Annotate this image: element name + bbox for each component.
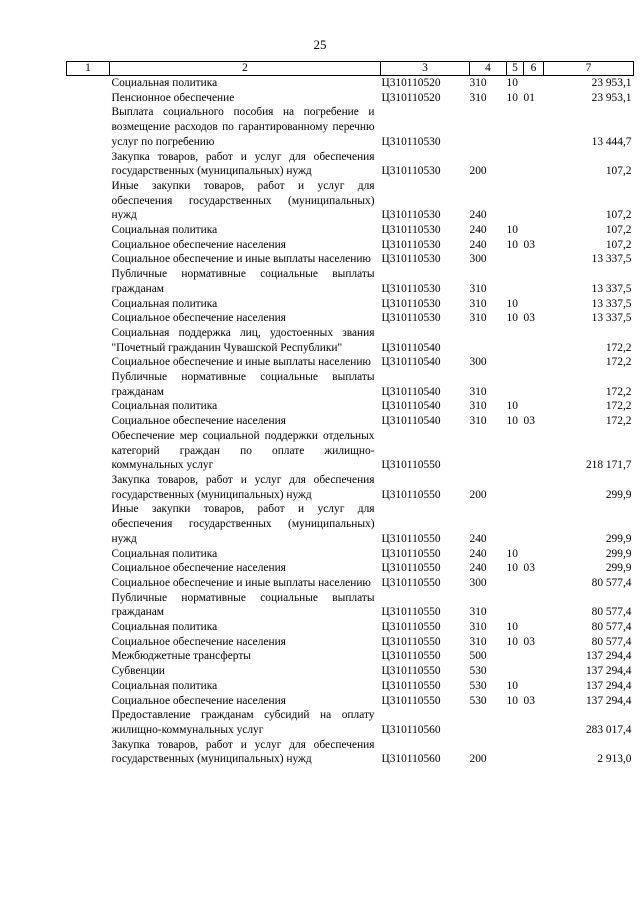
target-code: Ц310110540: [381, 385, 441, 398]
section-code: [507, 664, 524, 679]
section-code: [507, 150, 524, 179]
subsection-code: [524, 297, 544, 312]
empty-cell: [67, 591, 110, 620]
column-header: 4: [470, 62, 507, 76]
amount: 107,2: [605, 165, 632, 178]
item-name: Социальное обеспечение и иные выплаты населению: [111, 356, 371, 369]
subsection-code: 03: [523, 238, 535, 251]
item-name: Иные закупки товаров, работ и услуг для обеспечения государственных (муниципальных) нужд: [111, 179, 375, 222]
item-name: Социальное обеспечение населения: [111, 415, 286, 428]
empty-cell: [67, 326, 110, 355]
expense-type-code: 530: [469, 665, 487, 678]
item-name: Межбюджетные трансферты: [111, 650, 251, 663]
section-code: [507, 502, 524, 546]
table-row: [67, 105, 634, 149]
table-row: [67, 252, 634, 267]
table-row: [67, 649, 634, 664]
empty-cell: [67, 649, 110, 664]
table-header-row: [67, 62, 634, 76]
empty-cell: [67, 297, 110, 312]
item-name: Социальное обеспечение населения: [111, 238, 286, 251]
amount: 13 337,5: [591, 297, 632, 310]
target-code: Ц310110550: [381, 547, 441, 560]
expense-type-code: [470, 326, 507, 355]
amount: 80 577,4: [591, 576, 632, 589]
expense-type-code: 240: [469, 547, 487, 560]
item-name: Предоставление гражданам субсидий на оплату жилищно-коммунальных услуг: [111, 709, 375, 736]
column-header: 7: [544, 62, 634, 76]
amount: 137 294,4: [585, 665, 632, 678]
target-code: Ц310110550: [381, 679, 441, 692]
expense-type-code: 310: [469, 415, 487, 428]
expense-type-code: 200: [469, 165, 487, 178]
section-code: [507, 576, 524, 591]
subsection-code: [524, 355, 544, 370]
table-row: [67, 664, 634, 679]
target-code: Ц310110540: [381, 341, 441, 354]
expense-type-code: 530: [469, 679, 487, 692]
item-name: Социальная поддержка лиц, удостоенных звания "Почетный гражданин Чувашской Республики": [111, 326, 375, 354]
expense-type-code: 310: [469, 77, 487, 89]
amount: 23 953,1: [591, 77, 632, 89]
empty-cell: [67, 179, 110, 223]
table-row: [67, 620, 634, 635]
empty-cell: [67, 576, 110, 591]
amount: 299,9: [605, 488, 632, 501]
item-name: Социальная политика: [111, 77, 218, 89]
empty-cell: [67, 429, 110, 473]
table-row: [67, 591, 634, 620]
section-code: [507, 179, 524, 223]
subsection-code: [524, 76, 544, 91]
expense-type-code: 310: [469, 91, 487, 104]
item-name: Публичные нормативные социальные выплаты гражданам: [111, 591, 375, 619]
section-code: 10: [506, 400, 518, 413]
table-row: [67, 547, 634, 562]
amount: 107,2: [605, 224, 632, 237]
empty-cell: [67, 502, 110, 546]
section-code: [507, 649, 524, 664]
amount: 13 337,5: [591, 253, 632, 266]
section-code: 10: [506, 635, 518, 648]
empty-cell: [67, 561, 110, 576]
expense-type-code: 310: [469, 282, 487, 295]
empty-cell: [67, 267, 110, 296]
empty-cell: [67, 370, 110, 399]
empty-cell: [67, 311, 110, 326]
target-code: Ц310110550: [381, 650, 441, 663]
table-row: [67, 694, 634, 709]
target-code: Ц310110560: [381, 753, 441, 766]
expense-type-code: 240: [469, 532, 487, 545]
table-row: [67, 414, 634, 429]
table-row: [67, 355, 634, 370]
table-row: [67, 502, 634, 546]
table-row: [67, 635, 634, 650]
section-code: [507, 708, 524, 737]
subsection-code: [524, 223, 544, 238]
expense-type-code: 310: [469, 621, 487, 634]
empty-cell: [67, 105, 110, 149]
subsection-code: [524, 502, 544, 546]
target-code: Ц310110550: [381, 562, 441, 575]
target-code: Ц310110540: [381, 356, 441, 369]
table-row: [67, 738, 634, 767]
target-code: Ц310110550: [381, 635, 441, 648]
empty-cell: [67, 694, 110, 709]
empty-cell: [67, 355, 110, 370]
expense-type-code: [470, 105, 507, 149]
item-name: Социальная политика: [111, 679, 218, 692]
item-name: Социальная политика: [111, 621, 218, 634]
section-code: 10: [506, 312, 518, 325]
target-code: Ц310110550: [381, 606, 441, 619]
section-code: 10: [506, 297, 518, 310]
target-code: Ц310110530: [381, 135, 441, 148]
table-row: [67, 399, 634, 414]
amount: 137 294,4: [585, 650, 632, 663]
expense-type-code: 310: [469, 297, 487, 310]
section-code: 10: [506, 238, 518, 251]
target-code: Ц310110550: [381, 694, 441, 707]
subsection-code: [524, 649, 544, 664]
item-name: Социальная политика: [111, 400, 218, 413]
item-name: Социальное обеспечение населения: [111, 312, 286, 325]
table-row: [67, 267, 634, 296]
table-body: [67, 76, 634, 768]
expense-type-code: 500: [469, 650, 487, 663]
empty-cell: [67, 679, 110, 694]
expense-type-code: 300: [469, 356, 487, 369]
amount: 137 294,4: [585, 694, 632, 707]
expense-type-code: 310: [469, 400, 487, 413]
subsection-code: 03: [523, 415, 535, 428]
item-name: Закупка товаров, работ и услуг для обеспечения государственных (муниципальных) нужд: [111, 738, 375, 766]
amount: 80 577,4: [591, 606, 632, 619]
subsection-code: [524, 738, 544, 767]
amount: 299,9: [605, 562, 632, 575]
expense-type-code: [470, 708, 507, 737]
item-name: Публичные нормативные социальные выплаты гражданам: [111, 268, 375, 295]
item-name: Социальная политика: [111, 547, 218, 560]
subsection-code: [524, 429, 544, 473]
section-code: [507, 429, 524, 473]
amount: 2 913,0: [597, 753, 632, 766]
target-code: Ц310110550: [381, 459, 441, 472]
section-code: 10: [506, 91, 518, 104]
subsection-code: [524, 576, 544, 591]
subsection-code: [524, 252, 544, 267]
item-name: Социальное обеспечение населения: [111, 635, 286, 648]
amount: 13 337,5: [591, 282, 632, 295]
column-header: 3: [381, 62, 470, 76]
subsection-code: [524, 326, 544, 355]
target-code: Ц310110530: [381, 297, 441, 310]
table-row: [67, 238, 634, 253]
target-code: Ц310110530: [381, 253, 441, 266]
subsection-code: [524, 620, 544, 635]
target-code: Ц310110530: [381, 282, 441, 295]
amount: 299,9: [605, 532, 632, 545]
item-name: Социальное обеспечение населения: [111, 562, 286, 575]
target-code: Ц310110520: [381, 91, 441, 104]
empty-cell: [67, 738, 110, 767]
expense-type-code: 530: [469, 694, 487, 707]
expense-type-code: 240: [469, 562, 487, 575]
item-name: Социальная политика: [111, 224, 218, 237]
subsection-code: [524, 370, 544, 399]
expense-type-code: 310: [469, 606, 487, 619]
section-code: [507, 105, 524, 149]
subsection-code: [524, 473, 544, 502]
section-code: [507, 326, 524, 355]
table-row: [67, 326, 634, 355]
amount: 80 577,4: [591, 635, 632, 648]
empty-cell: [67, 76, 110, 91]
subsection-code: [524, 679, 544, 694]
amount: 80 577,4: [591, 621, 632, 634]
target-code: Ц310110530: [381, 238, 441, 251]
amount: 172,2: [605, 341, 632, 354]
item-name: Социальное обеспечение и иные выплаты населению: [111, 253, 371, 266]
target-code: Ц310110530: [381, 312, 441, 325]
section-code: [507, 473, 524, 502]
table-row: [67, 150, 634, 179]
section-code: [507, 591, 524, 620]
subsection-code: [524, 664, 544, 679]
target-code: Ц310110530: [381, 165, 441, 178]
subsection-code: [524, 708, 544, 737]
amount: 107,2: [605, 209, 632, 222]
item-name: Обеспечение мер социальной поддержки отдельных категорий граждан по оплате жилищно-коммунальных услуг: [111, 429, 375, 472]
section-code: 10: [506, 415, 518, 428]
item-name: Пенсионное обеспечение: [111, 91, 235, 104]
subsection-code: 03: [523, 312, 535, 325]
empty-cell: [67, 414, 110, 429]
empty-cell: [67, 664, 110, 679]
target-code: Ц310110550: [381, 621, 441, 634]
subsection-code: 03: [523, 562, 535, 575]
subsection-code: 03: [523, 635, 535, 648]
subsection-code: [524, 547, 544, 562]
section-code: [507, 252, 524, 267]
table-row: [67, 708, 634, 737]
expense-type-code: 200: [469, 488, 487, 501]
expense-type-code: 240: [469, 238, 487, 251]
table-row: [67, 91, 634, 106]
amount: 137 294,4: [585, 679, 632, 692]
column-header: 1: [67, 62, 110, 76]
amount: 107,2: [605, 238, 632, 251]
item-name: Закупка товаров, работ и услуг для обеспечения государственных (муниципальных) нужд: [111, 473, 375, 501]
table-row: [67, 297, 634, 312]
section-code: 10: [506, 224, 518, 237]
expense-type-code: 310: [469, 312, 487, 325]
amount: 13 444,7: [591, 135, 632, 148]
amount: 283 017,4: [585, 723, 632, 736]
subsection-code: 03: [523, 694, 535, 707]
section-code: [507, 267, 524, 296]
expense-type-code: 310: [469, 635, 487, 648]
item-name: Закупка товаров, работ и услуг для обеспечения государственных (муниципальных) нужд: [111, 150, 375, 178]
amount: 172,2: [605, 385, 632, 398]
expense-type-code: 300: [469, 576, 487, 589]
empty-cell: [67, 620, 110, 635]
empty-cell: [67, 399, 110, 414]
item-name: Социальная политика: [111, 297, 218, 310]
amount: 172,2: [605, 415, 632, 428]
amount: 13 337,5: [591, 312, 632, 325]
item-name: Выплата социального пособия на погребение и возмещение расходов по гарантированному перечню услуг по погребению: [111, 106, 375, 148]
section-code: 10: [506, 77, 518, 89]
target-code: Ц310110550: [381, 665, 441, 678]
table-row: [67, 179, 634, 223]
table-row: [67, 76, 634, 91]
column-header: 2: [110, 62, 381, 76]
target-code: Ц310110530: [381, 224, 441, 237]
amount: 172,2: [605, 400, 632, 413]
target-code: Ц310110540: [381, 415, 441, 428]
empty-cell: [67, 252, 110, 267]
target-code: Ц310110520: [381, 77, 441, 89]
subsection-code: [524, 267, 544, 296]
section-code: 10: [506, 547, 518, 560]
budget-table: [66, 61, 634, 767]
item-name: Социальное обеспечение и иные выплаты населению: [111, 576, 371, 589]
subsection-code: [524, 150, 544, 179]
amount: 299,9: [605, 547, 632, 560]
item-name: Публичные нормативные социальные выплаты гражданам: [111, 371, 375, 398]
subsection-code: [524, 591, 544, 620]
amount: 218 171,7: [585, 459, 632, 472]
section-code: 10: [506, 694, 518, 707]
amount: 172,2: [605, 356, 632, 369]
column-header: 6: [524, 62, 544, 76]
empty-cell: [67, 223, 110, 238]
section-code: [507, 738, 524, 767]
table-row: [67, 679, 634, 694]
expense-type-code: 310: [469, 385, 487, 398]
table-row: [67, 429, 634, 473]
empty-cell: [67, 473, 110, 502]
target-code: Ц310110540: [381, 400, 441, 413]
target-code: Ц310110550: [381, 576, 441, 589]
table-row: [67, 473, 634, 502]
subsection-code: [524, 105, 544, 149]
table-row: [67, 561, 634, 576]
table-row: [67, 576, 634, 591]
section-code: 10: [506, 679, 518, 692]
page-number: 25: [313, 37, 327, 52]
target-code: Ц310110550: [381, 488, 441, 501]
item-name: Иные закупки товаров, работ и услуг для обеспечения государственных (муниципальных) нужд: [111, 503, 375, 545]
empty-cell: [67, 547, 110, 562]
table-row: [67, 370, 634, 399]
section-code: [507, 370, 524, 399]
column-header: 5: [507, 62, 524, 76]
empty-cell: [67, 635, 110, 650]
target-code: Ц310110530: [381, 209, 441, 222]
empty-cell: [67, 150, 110, 179]
expense-type-code: 300: [469, 253, 487, 266]
item-name: Социальное обеспечение населения: [111, 694, 286, 707]
table-row: [67, 311, 634, 326]
section-code: 10: [506, 621, 518, 634]
section-code: [507, 355, 524, 370]
target-code: Ц310110550: [381, 532, 441, 545]
item-name: Субвенции: [111, 665, 165, 678]
empty-cell: [67, 238, 110, 253]
expense-type-code: 240: [469, 209, 487, 222]
target-code: Ц310110560: [381, 723, 441, 736]
expense-type-code: 240: [469, 224, 487, 237]
expense-type-code: 200: [469, 753, 487, 766]
table-row: [67, 223, 634, 238]
amount: 23 953,1: [591, 91, 632, 104]
subsection-code: [524, 399, 544, 414]
subsection-code: 01: [523, 91, 535, 104]
expense-type-code: [470, 429, 507, 473]
empty-cell: [67, 91, 110, 106]
subsection-code: [524, 179, 544, 223]
empty-cell: [67, 708, 110, 737]
section-code: 10: [506, 562, 518, 575]
